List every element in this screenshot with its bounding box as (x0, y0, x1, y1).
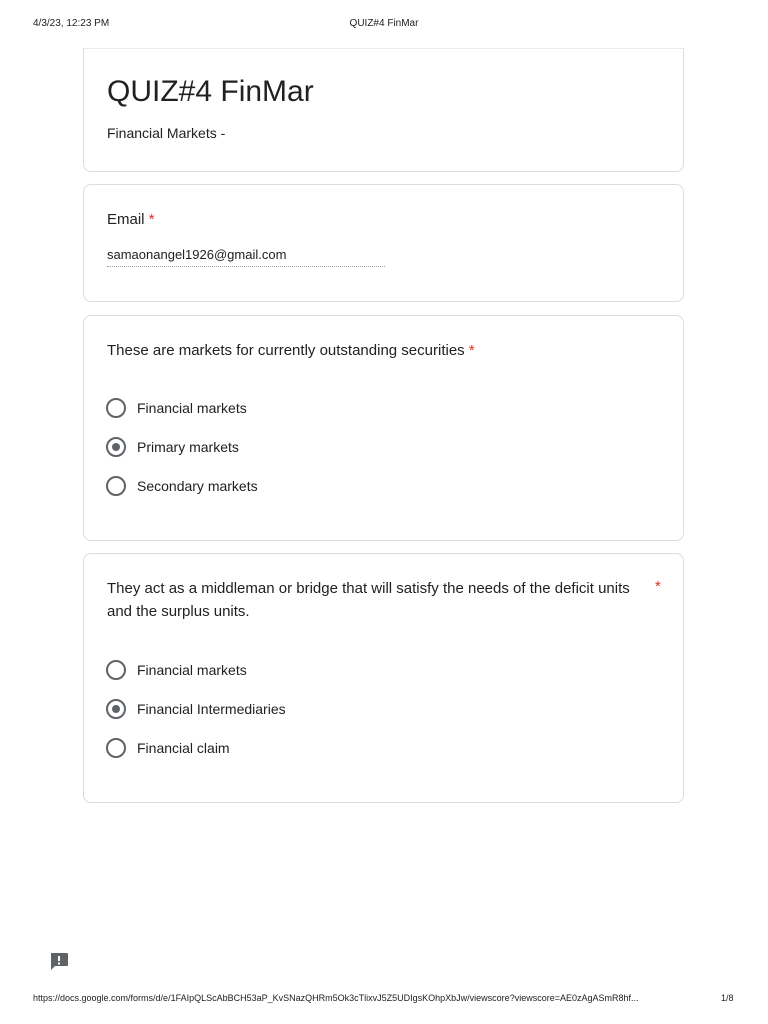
radio-button[interactable] (106, 398, 126, 418)
option-financial-intermediaries[interactable] (106, 698, 286, 720)
option-label: Financial Intermediaries (137, 701, 286, 717)
option-financial-claim[interactable] (106, 737, 230, 759)
option-label: Financial markets (137, 400, 247, 416)
print-header (0, 18, 768, 32)
form-description: Financial Markets - (107, 125, 226, 141)
option-primary-markets[interactable] (106, 436, 239, 458)
option-label: Primary markets (137, 439, 239, 455)
option-financial-markets[interactable] (106, 397, 247, 419)
radio-button-selected[interactable] (106, 437, 126, 457)
option-label: Secondary markets (137, 478, 258, 494)
email-label-text: Email (107, 211, 145, 228)
question-text: These are markets for currently outstanding securities (107, 342, 465, 359)
radio-button[interactable] (106, 738, 126, 758)
question-text: They act as a middleman or bridge that will satisfy the needs of the deficit units and the surplus units. (107, 580, 630, 620)
option-label: Financial markets (137, 662, 247, 678)
question-card-2 (83, 553, 684, 803)
email-field[interactable]: samaonangel1926@gmail.com (107, 247, 385, 267)
page-number: 1/8 (721, 993, 734, 1003)
print-footer (0, 993, 768, 1007)
email-label (107, 208, 155, 231)
print-title: QUIZ#4 FinMar (349, 18, 419, 29)
question-card-1 (83, 315, 684, 541)
option-label: Financial claim (137, 740, 230, 756)
report-problem-icon[interactable] (48, 950, 70, 972)
required-asterisk: * (148, 211, 155, 228)
email-card (83, 184, 684, 302)
option-secondary-markets[interactable] (106, 475, 258, 497)
radio-button-selected[interactable] (106, 699, 126, 719)
print-datetime: 4/3/23, 12:23 PM (33, 18, 110, 29)
question-title (107, 339, 475, 362)
form-title: QUIZ#4 FinMar (107, 75, 314, 108)
radio-button[interactable] (106, 476, 126, 496)
radio-button[interactable] (106, 660, 126, 680)
page-url: https://docs.google.com/forms/d/e/1FAIpQLScAbBCH53aP_KvSNazQHRm5Ok3cTlixvJ5Z5UDIgsKOhpXbJw/viewscore?viewscore=AE0zAgASmR8hf... (33, 993, 639, 1003)
required-asterisk: * (655, 578, 661, 595)
required-asterisk: * (468, 342, 475, 359)
form-title-card (83, 48, 684, 172)
option-financial-markets[interactable] (106, 659, 247, 681)
